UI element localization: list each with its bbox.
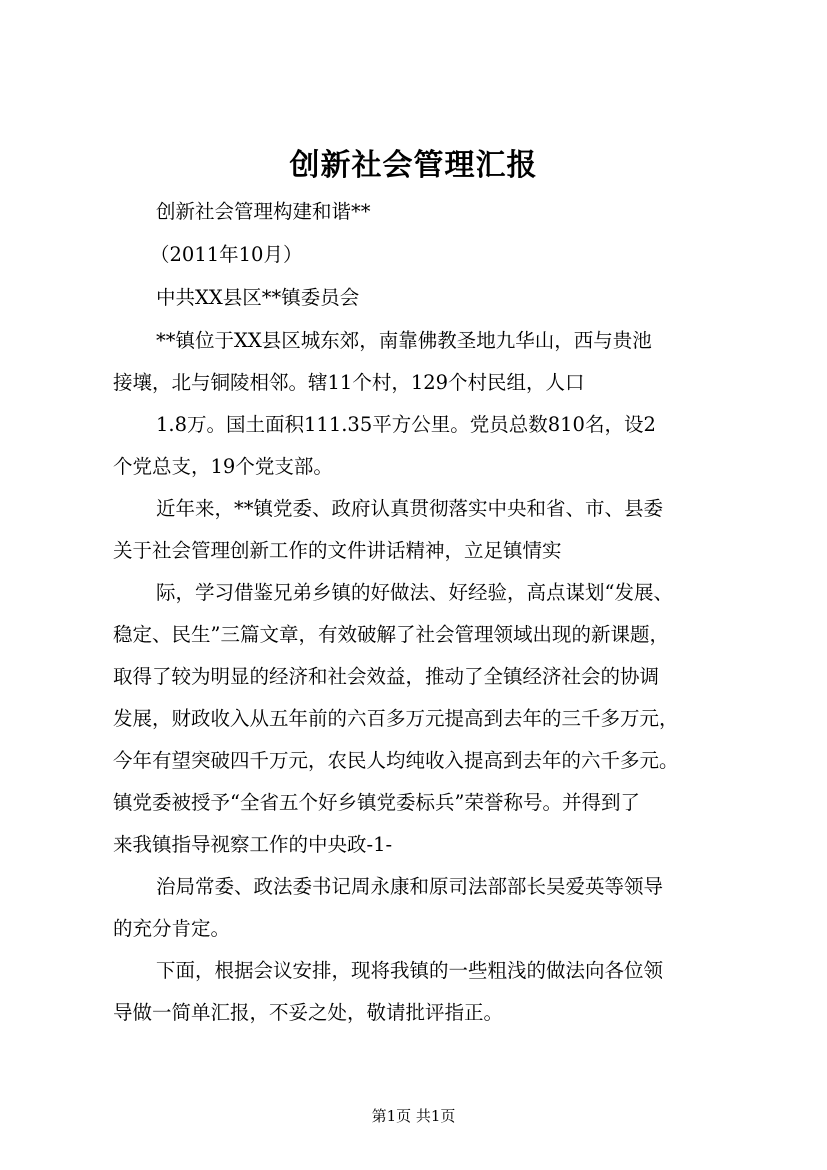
- page-number-footer: 第1页 共1页: [371, 1107, 456, 1125]
- paragraph-line: **镇位于XX县区城东郊，南靠佛教圣地九华山，西与贵池: [156, 329, 652, 352]
- paragraph-line: 关于社会管理创新工作的文件讲话精神，立足镇情实: [113, 539, 562, 562]
- paragraph-line: 1.8万。国土面积111.35平方公里。党员总数810名，设2: [156, 413, 656, 436]
- paragraph-line: 接壤，北与铜陵相邻。辖11个村，129个村民组，人口: [113, 371, 585, 394]
- paragraph-line: 发展，财政收入从五年前的六百多万元提高到去年的三千多万元，: [113, 707, 679, 730]
- paragraph-line: 今年有望突破四千万元，农民人均纯收入提高到去年的六千多元。: [113, 749, 679, 772]
- paragraph-line: 稳定、民生”三篇文章，有效破解了社会管理领域出现的新课题，: [113, 623, 669, 646]
- paragraph-line: 镇党委被授予“全省五个好乡镇党委标兵”荣誉称号。并得到了: [113, 791, 640, 814]
- paragraph-line: 来我镇指导视察工作的中央政-1-: [113, 833, 393, 856]
- paragraph-line: 近年来，**镇党委、政府认真贯彻落实中央和省、市、县委: [156, 497, 664, 520]
- document-title: 创新社会管理汇报: [289, 148, 538, 183]
- paragraph-line: 的充分肯定。: [113, 917, 231, 940]
- author-line: 中共XX县区**镇委员会: [156, 286, 360, 309]
- paragraph-line: 取得了较为明显的经济和社会效益，推动了全镇经济社会的协调: [113, 665, 660, 688]
- subtitle: 创新社会管理构建和谐**: [156, 200, 371, 223]
- paragraph-line: 际，学习借鉴兄弟乡镇的好做法、好经验，高点谋划“发展、: [156, 581, 673, 604]
- paragraph-line: 个党总支，19个党支部。: [113, 455, 333, 478]
- paragraph-line: 治局常委、政法委书记周永康和原司法部部长吴爱英等领导: [156, 875, 664, 898]
- date-line: （2011年10月）: [150, 243, 303, 266]
- paragraph-line: 导做一简单汇报，不妥之处，敬请批评指正。: [113, 1001, 504, 1024]
- paragraph-line: 下面，根据会议安排，现将我镇的一些粗浅的做法向各位领: [156, 959, 664, 982]
